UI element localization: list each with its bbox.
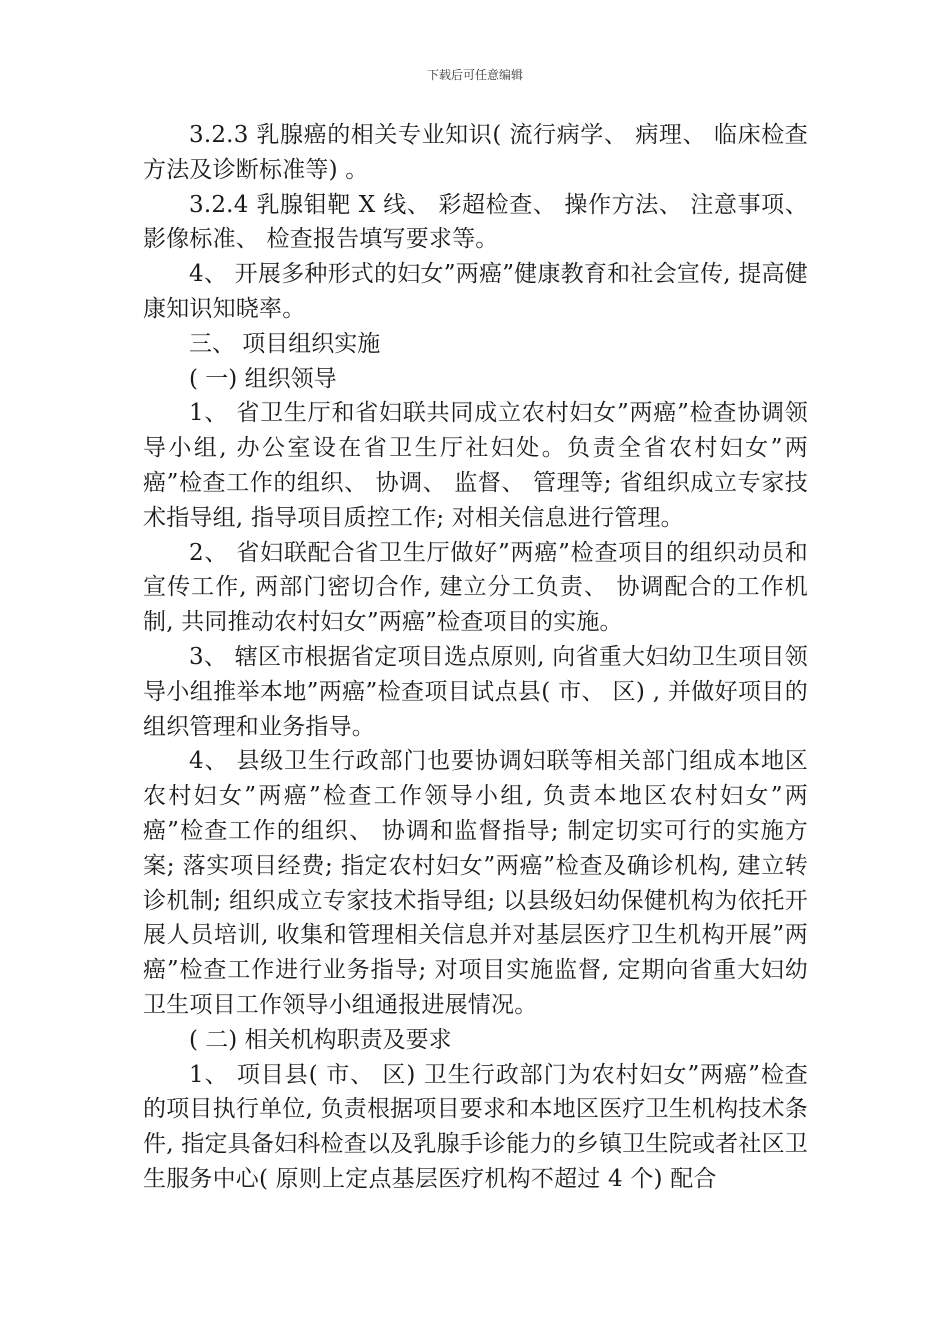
paragraph-duties-1: 1、 项目县( 市、 区) 卫生行政部门为农村妇女”两癌”检查的项目执行单位, 负责根据项目要求和本地区医疗卫生机构技术条件, 指定具备妇科检查以及乳腺手诊能力的乡镇卫生院或者社区卫生服务中心( 原则上定点基层医疗机构不超过 4 个) 配合: [143, 1061, 808, 1192]
paragraph-3-2-3: 3.2.3 乳腺癌的相关专业知识( 流行病学、 病理、 临床检查方法及诊断标准等) 。: [143, 122, 808, 183]
paragraph-item-4-education: 4、 开展多种形式的妇女”两癌”健康教育和社会宣传, 提高健康知识知晓率。: [143, 261, 808, 322]
paragraph-3-2-4: 3.2.4 乳腺钼靶 X 线、 彩超检查、 操作方法、 注意事项、 影像标准、 检查报告填写要求等。: [143, 191, 808, 253]
paragraph-leadership-1: 1、 省卫生厅和省妇联共同成立农村妇女”两癌”检查协调领导小组, 办公室设在省卫生厅社妇处。负责全省农村妇女”两癌”检查工作的组织、 协调、 监督、 管理等; 省组织成立专家技术指导组, 指导项目质控工作; 对相关信息进行管理。: [143, 400, 808, 531]
page-header-note: 下载后可任意编辑: [426, 68, 523, 82]
document-body: [143, 118, 808, 1197]
subsection-heading-2: ( 二) 相关机构职责及要求: [189, 1026, 452, 1053]
section-heading-3: 三、 项目组织实施: [189, 330, 381, 357]
paragraph-leadership-2: 2、 省妇联配合省卫生厅做好”两癌”检查项目的组织动员和宣传工作, 两部门密切合作, 建立分工负责、 协调配合的工作机制, 共同推动农村妇女”两癌”检查项目的实施。: [143, 539, 808, 636]
paragraph-leadership-4: 4、 县级卫生行政部门也要协调妇联等相关部门组成本地区农村妇女”两癌”检查工作领导小组, 负责本地区农村妇女”两癌”检查工作的组织、 协调和监督指导; 制定切实可行的实施方案; 落实项目经费; 指定农村妇女”两癌”检查及确诊机构, 建立转诊机制; 组织成立专家技术指导组; 以县级妇幼保健机构为依托开展人员培训, 收集和管理相关信息并对基层医疗卫生机构开展”两癌”检查工作进行业务指导; 对项目实施监督, 定期向省重大妇幼卫生项目工作领导小组通报进展情况。: [143, 748, 808, 1018]
subsection-heading-1: ( 一) 组织领导: [189, 365, 337, 392]
paragraph-leadership-3: 3、 辖区市根据省定项目选点原则, 向省重大妇幼卫生项目领导小组推举本地”两癌”检查项目试点县( 市、 区) , 并做好项目的组织管理和业务指导。: [143, 643, 808, 740]
